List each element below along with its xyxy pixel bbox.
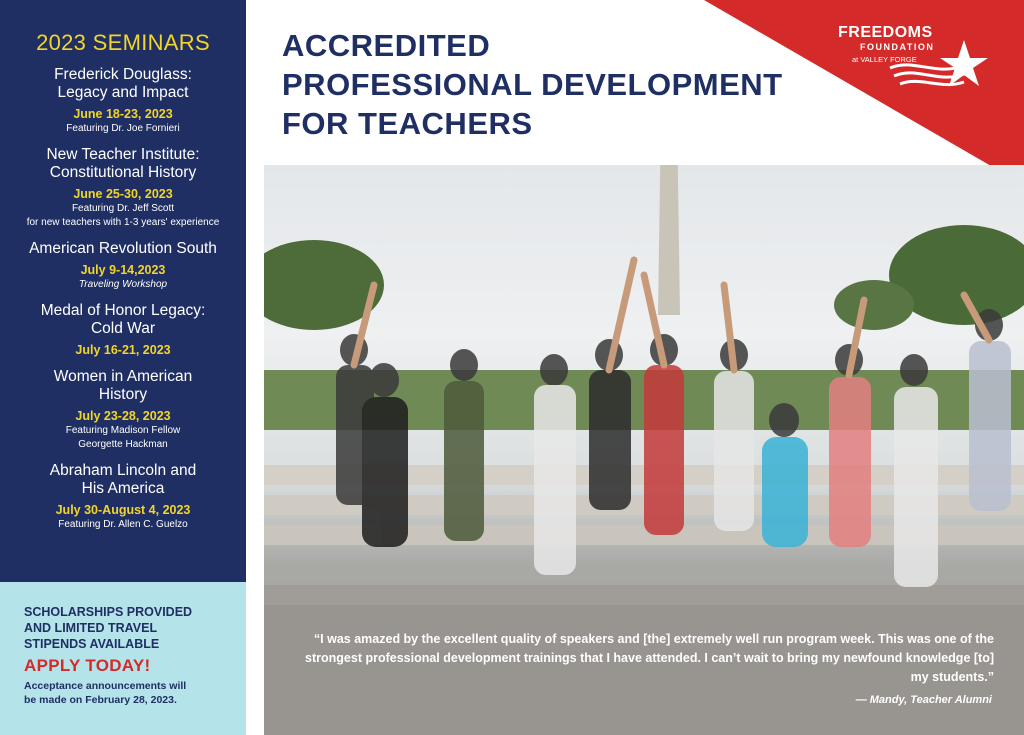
seminar-item [0,146,246,230]
seminar-note: Featuring Dr. Joe Fornieri [66,123,180,134]
seminar-item [0,240,246,292]
seminar-note: Featuring Dr. Allen C. Guelzo [58,519,188,530]
seminar-title: Frederick Douglass: Legacy and Impact [54,66,192,101]
seminar-date: June 25-30, 2023 [73,187,173,201]
logo-text-freedoms: FREEDOMS [838,24,933,41]
main-panel [246,0,1024,735]
seminar-note: Traveling Workshop [78,279,168,290]
seminar-sidebar [0,0,246,582]
seminar-date: June 18-23, 2023 [73,107,173,121]
seminar-item [0,462,246,532]
star-flag-icon [882,28,992,103]
seminar-note: Georgette Hackman [78,439,168,450]
seminar-note: Featuring Dr. Jeff Scott [71,203,175,214]
seminar-item [0,66,246,136]
freedoms-foundation-logo [816,22,1006,102]
seminar-list [0,66,246,532]
title-line-3: FOR TEACHERS [282,106,533,141]
seminar-note: for new teachers with 1-3 years' experience [26,217,220,228]
seminars-heading: 2023 SEMINARS [36,30,210,55]
seminar-title: Abraham Lincoln and His America [49,462,197,497]
seminar-title: New Teacher Institute: Constitutional History [46,146,200,181]
apply-today-text[interactable]: APPLY TODAY! [24,656,151,675]
acceptance-note: Acceptance announcements will be made on February 28, 2023. [24,680,187,706]
title-line-1: ACCREDITED [282,28,491,63]
scholarship-callout [0,582,246,735]
title-line-2: PROFESSIONAL DEVELOPMENT [282,67,783,102]
seminar-title: Women in American History [53,368,193,403]
testimonial-author: — Mandy, Teacher Alumni [855,694,992,706]
seminar-date: July 30-August 4, 2023 [55,503,191,517]
logo-text-foundation: FOUNDATION [860,42,935,52]
seminar-date: July 23-28, 2023 [75,409,171,423]
seminar-date: July 9-14,2023 [80,263,166,277]
scholarship-text: SCHOLARSHIPS PROVIDED AND LIMITED TRAVEL STIPENDS AVAILABLE [24,605,193,651]
seminar-date: July 16-21, 2023 [75,343,171,357]
testimonial-quote: “I was amazed by the excellent quality of speakers and [the] extremely well run program week. This was one of the strongest professional development trainings that I have attended. I can’t wait to bring my newfound knowledge [to] my students.” [305,632,994,684]
seminar-title: Medal of Honor Legacy: Cold War [40,302,206,337]
seminar-item [0,302,246,358]
seminar-title: American Revolution South [29,240,217,257]
seminar-item [0,368,246,452]
seminar-note: Featuring Madison Fellow [65,425,181,436]
logo-text-valley-forge: at VALLEY FORGE [852,55,917,64]
